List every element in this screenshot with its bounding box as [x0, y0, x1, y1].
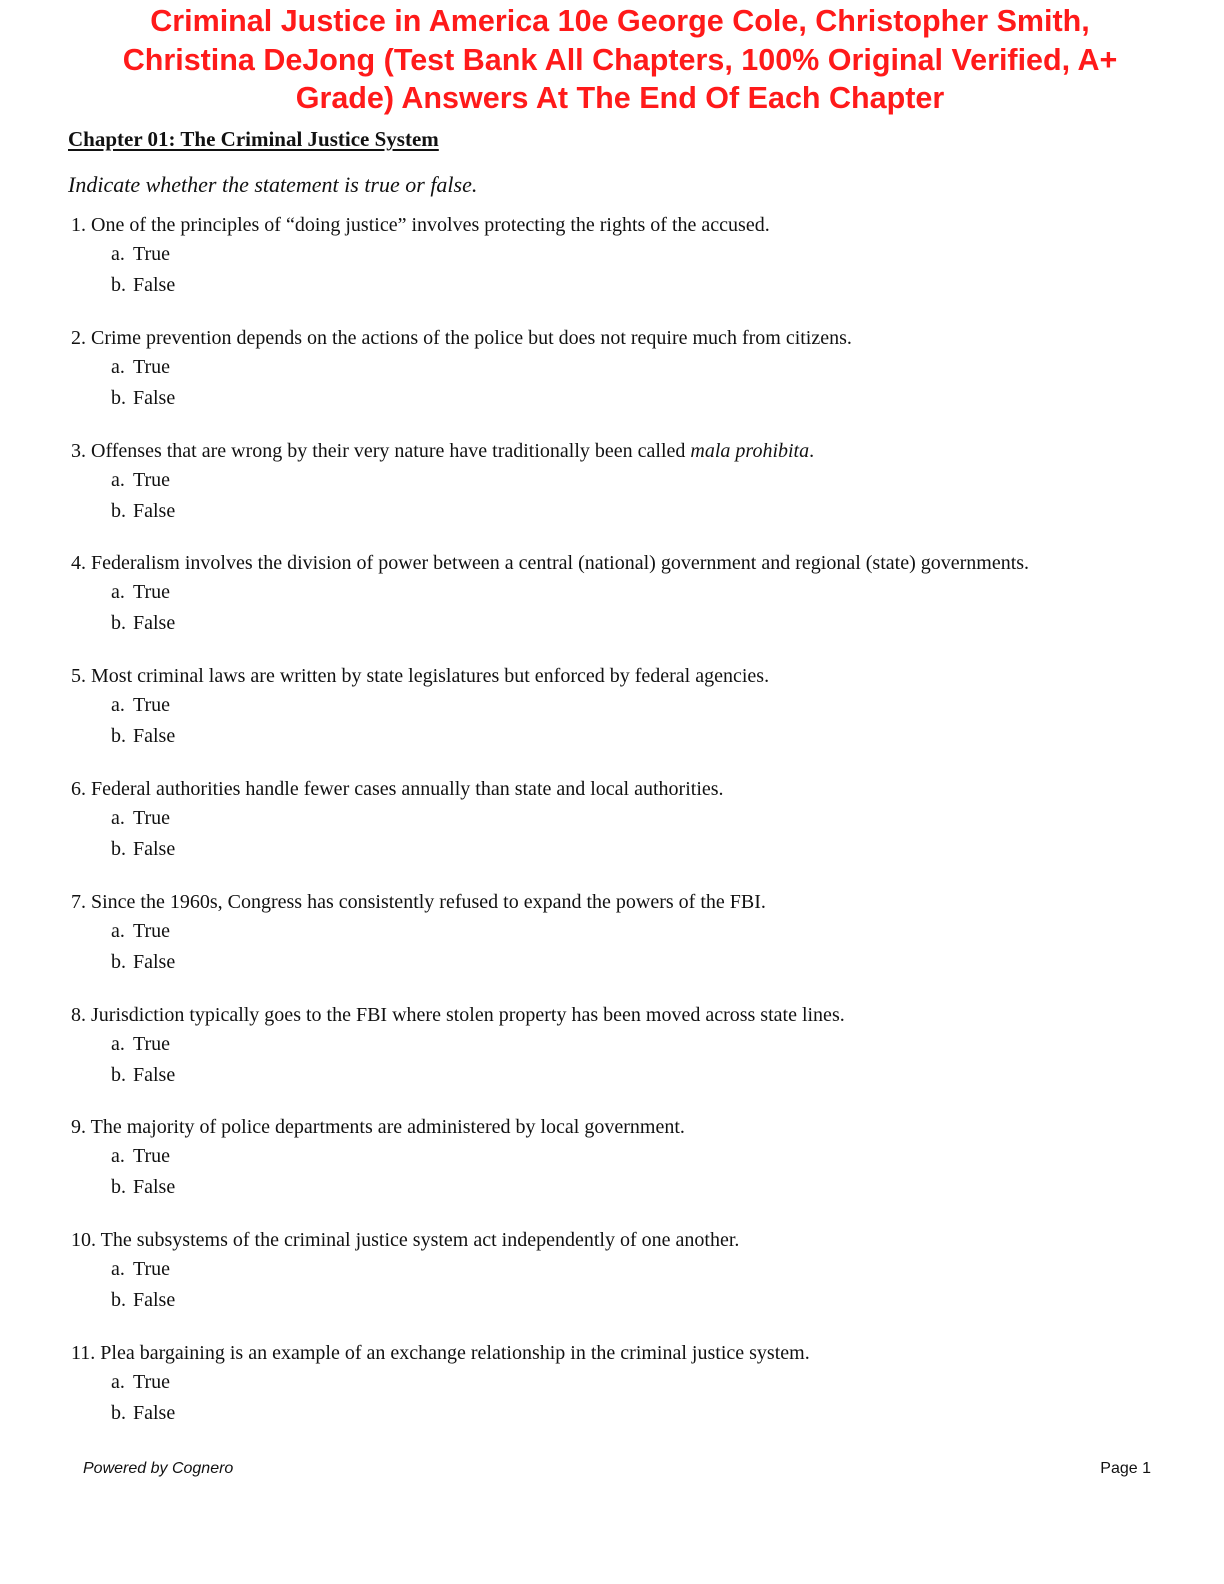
question-stem: [71, 662, 1181, 690]
option-text: False: [133, 950, 176, 973]
answer-option: [71, 947, 1181, 978]
question-number: 5.: [71, 665, 86, 688]
option-letter: a.: [111, 806, 125, 829]
option-letter: b.: [111, 1176, 126, 1199]
option-text: False: [133, 274, 176, 296]
question-stem: [71, 324, 1181, 352]
instructions-text: Indicate whether the statement is true or false.: [68, 172, 478, 197]
question-text: The subsystems of the criminal justice system act independently of one another.: [100, 1229, 740, 1252]
question-number: 11.: [71, 1341, 96, 1364]
question-item: [71, 211, 1181, 324]
option-text: True: [133, 581, 171, 604]
option-text: True: [133, 1258, 171, 1281]
option-text: False: [133, 725, 176, 748]
option-letter: a.: [111, 1032, 125, 1055]
question-number: 10.: [71, 1229, 96, 1252]
question-text: Jurisdiction typically goes to the FBI where stolen property has been moved across state lines.: [91, 1003, 845, 1026]
question-emphasis-term: mala prohibita: [690, 439, 810, 462]
question-stem: [71, 211, 1181, 239]
question-text: The majority of police departments are administered by local government.: [90, 1116, 685, 1139]
answer-option: [71, 1285, 1181, 1316]
banner-line-1: Criminal Justice in America 10e George Cole, Christopher Smith,: [150, 4, 1090, 38]
option-letter: b.: [111, 499, 126, 522]
question-text: Plea bargaining is an example of an exchange relationship in the criminal justice system.: [100, 1341, 810, 1364]
question-text-end: .: [809, 439, 815, 462]
question-text: One of the principles of “doing justice” involves protecting the rights of the accused.: [91, 214, 770, 236]
question-item: [71, 1113, 1181, 1226]
answer-option: [71, 690, 1181, 721]
question-stem: [71, 437, 1181, 465]
answer-option: [71, 1398, 1181, 1429]
option-text: False: [133, 386, 176, 409]
option-letter: b.: [111, 725, 126, 748]
answer-option: [71, 1141, 1181, 1172]
question-stem: [71, 1339, 1181, 1367]
question-stem: [71, 1001, 1181, 1029]
question-text: Offenses that are wrong by their very nature have traditionally been called: [91, 439, 691, 462]
question-item: [71, 1339, 1181, 1452]
question-number: 9.: [71, 1116, 86, 1139]
option-letter: b.: [111, 1289, 126, 1312]
answer-option: [71, 1060, 1181, 1091]
question-text: Most criminal laws are written by state legislatures but enforced by federal agencies.: [91, 665, 770, 688]
question-text: Crime prevention depends on the actions of the police but does not require much from citizens.: [91, 326, 852, 349]
answer-option: [71, 496, 1181, 527]
banner-line-3: Grade) Answers At The End Of Each Chapter: [295, 81, 945, 115]
question-number: 3.: [71, 439, 86, 462]
question-number: 6.: [71, 777, 86, 800]
option-letter: b.: [111, 274, 126, 296]
option-text: False: [133, 1401, 176, 1424]
question-number: 8.: [71, 1003, 86, 1026]
banner-line-2: Christina DeJong (Test Bank All Chapters, 100% Original Verified, A+: [122, 42, 1118, 77]
option-text: True: [133, 355, 171, 378]
option-text: False: [133, 499, 176, 522]
option-letter: a.: [111, 919, 125, 942]
question-item: [71, 324, 1181, 437]
option-text: True: [133, 919, 171, 942]
option-text: True: [133, 694, 171, 717]
footer-powered-by: Powered by Cognero: [83, 1460, 234, 1477]
question-stem: [71, 549, 1181, 577]
question-stem: [71, 1113, 1181, 1141]
option-text: True: [133, 1032, 171, 1055]
question-stem: [71, 1226, 1181, 1254]
option-text: True: [133, 1370, 171, 1393]
question-item: [71, 662, 1181, 775]
question-number: 7.: [71, 890, 86, 913]
option-letter: b.: [111, 386, 126, 409]
answer-option: [71, 1254, 1181, 1285]
answer-option: [71, 834, 1181, 865]
answer-option: [71, 577, 1181, 608]
answer-option: [71, 383, 1181, 414]
option-text: True: [133, 806, 171, 829]
question-item: [71, 437, 1181, 550]
question-item: [71, 775, 1181, 888]
answer-option: [71, 1029, 1181, 1060]
answer-option: [71, 270, 1181, 301]
question-number: 4.: [71, 552, 86, 575]
option-text: False: [133, 1176, 176, 1199]
option-text: False: [133, 1063, 176, 1086]
question-item: [71, 1001, 1181, 1114]
option-letter: a.: [111, 1145, 125, 1168]
option-letter: a.: [111, 468, 125, 491]
option-text: False: [133, 1289, 176, 1312]
option-text: False: [133, 612, 176, 635]
answer-option: [71, 1367, 1181, 1398]
question-item: [71, 549, 1181, 662]
option-letter: a.: [111, 355, 125, 378]
option-letter: b.: [111, 950, 126, 973]
option-letter: b.: [111, 612, 126, 635]
question-list: [71, 211, 1181, 1452]
option-letter: a.: [111, 243, 125, 265]
footer-page-number: Page 1: [1100, 1460, 1151, 1477]
option-letter: b.: [111, 1401, 126, 1424]
chapter-heading: Chapter 01: The Criminal Justice System: [68, 127, 439, 151]
question-item: [71, 888, 1181, 1001]
answer-option: [71, 803, 1181, 834]
option-text: True: [133, 243, 171, 265]
question-text: Federalism involves the division of power between a central (national) government and regional (state) governments.: [91, 552, 1030, 575]
question-text: Federal authorities handle fewer cases annually than state and local authorities.: [91, 777, 724, 800]
option-text: True: [133, 1145, 171, 1168]
answer-option: [71, 1172, 1181, 1203]
option-text: True: [133, 468, 171, 491]
answer-option: [71, 608, 1181, 639]
option-letter: a.: [111, 1370, 125, 1393]
answer-option: [71, 239, 1181, 270]
question-text: Since the 1960s, Congress has consistently refused to expand the powers of the FBI.: [91, 890, 766, 913]
answer-option: [71, 352, 1181, 383]
question-number: 1.: [71, 214, 86, 236]
question-number: 2.: [71, 326, 86, 349]
option-letter: a.: [111, 1258, 125, 1281]
answer-option: [71, 721, 1181, 752]
option-text: False: [133, 837, 176, 860]
answer-option: [71, 465, 1181, 496]
option-letter: b.: [111, 837, 126, 860]
question-stem: [71, 888, 1181, 916]
question-item: [71, 1226, 1181, 1339]
document-banner-title: [60, 2, 1180, 118]
option-letter: a.: [111, 581, 125, 604]
option-letter: a.: [111, 694, 125, 717]
question-stem: [71, 775, 1181, 803]
answer-option: [71, 916, 1181, 947]
option-letter: b.: [111, 1063, 126, 1086]
